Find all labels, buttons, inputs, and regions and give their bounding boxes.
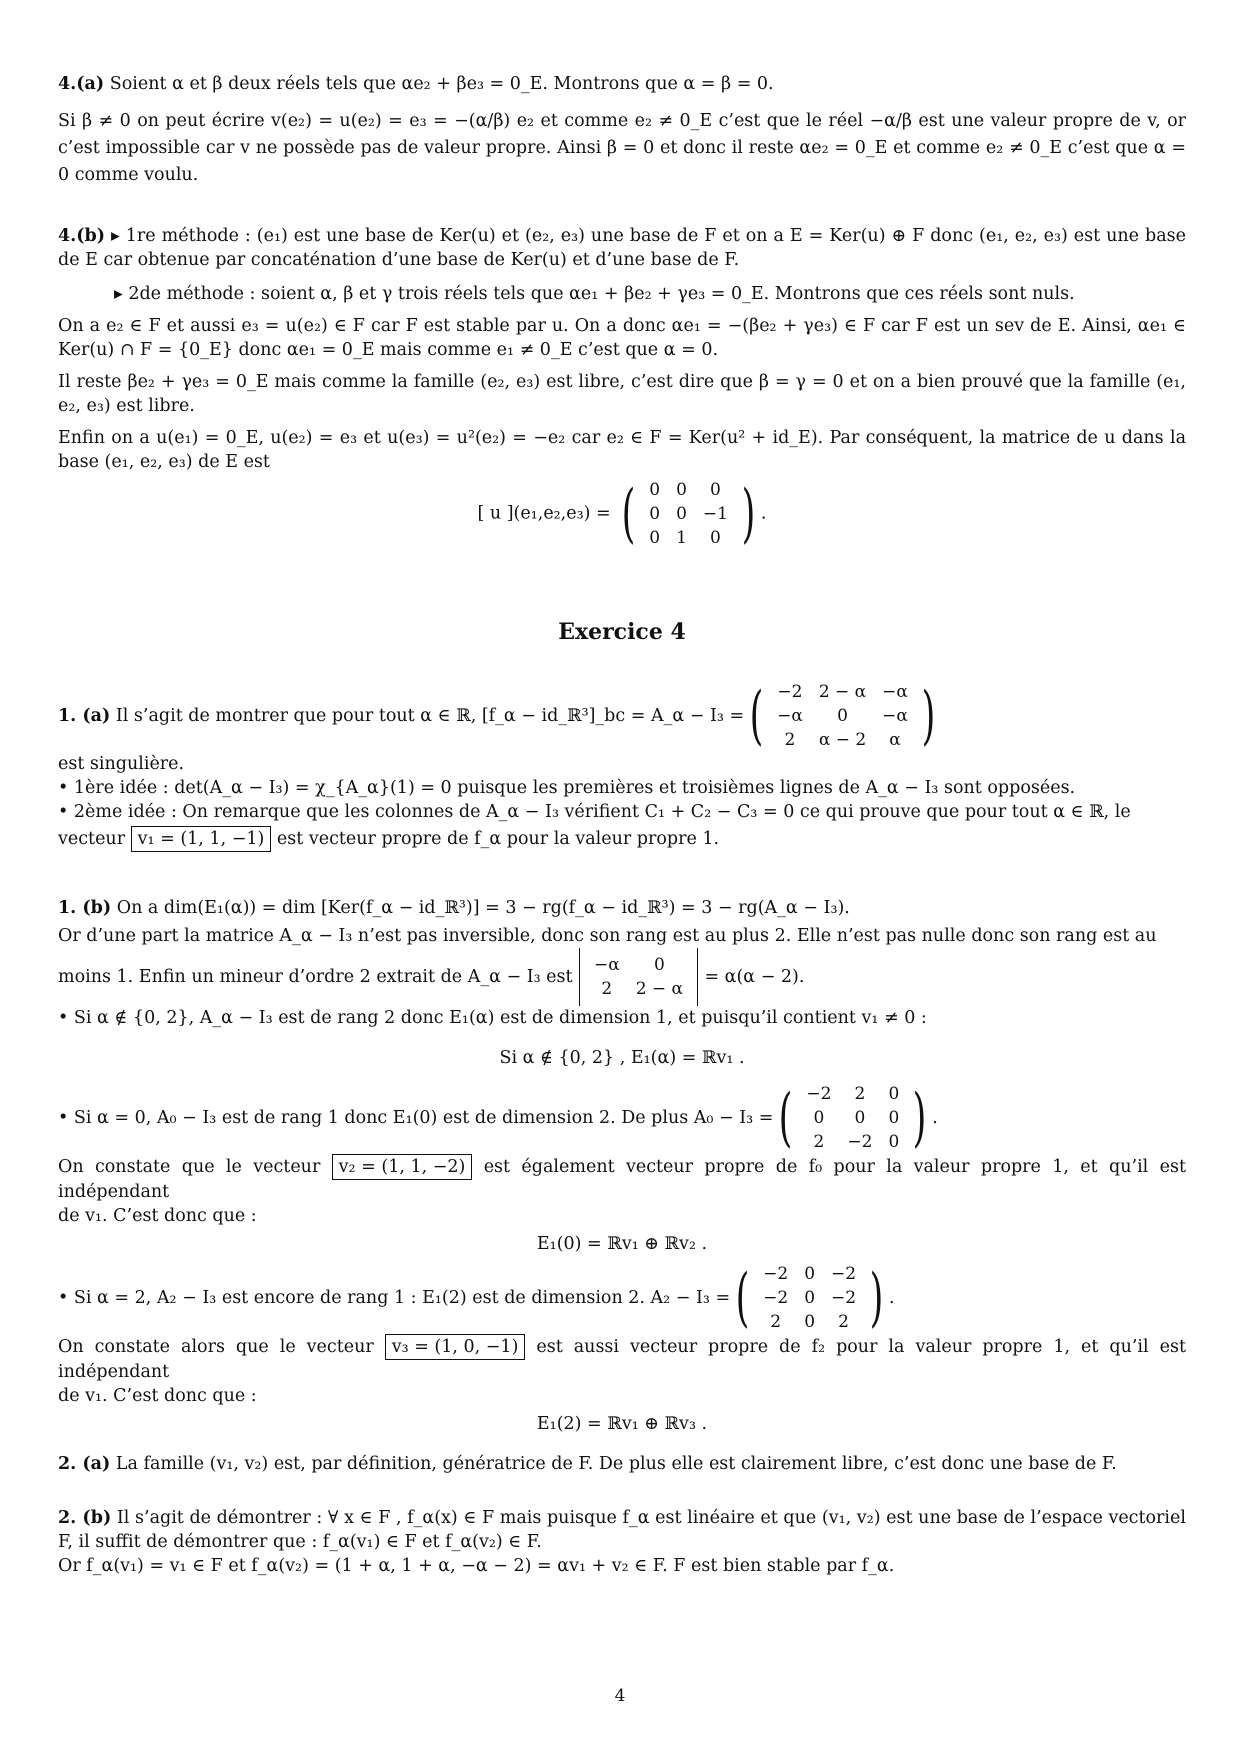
ex4-1b-line2: Or d’une part la matrice A_α − I₃ n’est pas inversible, donc son rang est au plus 2. Elle n’est pas nulle donc son rang est au xyxy=(58,926,1157,946)
section-4b-para3: Enfin on a u(e₁) = 0_E, u(e₂) = e₃ et u(e₃) = u²(e₂) = −e₂ car e₂ ∈ F = Ker(u² + id_E). Par conséquent, la matrice de u dans la base (e₁, e₂, e₃) de E est xyxy=(58,428,1186,472)
ex4-2b-text2: Or f_α(v₁) = v₁ ∈ F et f_α(v₂) = (1 + α, 1 + α, −α − 2) = αv₁ + v₂ ∈ F. F est bien stable par f_α. xyxy=(58,1556,895,1576)
matrix-u-lhs: [ u ](e₁,e₂,e₃) = xyxy=(477,503,611,524)
section-4a-para: Si β ≠ 0 on peut écrire v(e₂) = u(e₂) = e₃ = −(α/β) e₂ et comme e₂ ≠ 0_E c’est que le réel −α/β est une valeur propre de v, or c’est impossible car v ne possède pas de valeur propre. Ainsi β = 0 et donc il reste αe₂ = 0_E et comme e₂ ≠ 0_E c’est que α = 0 comme voulu. xyxy=(58,111,1186,185)
ex4-1a-statement xyxy=(58,680,1186,752)
section-4b-method2: ▸ 2de méthode : soient α, β et γ trois réels tels que αe₁ + βe₂ + γe₃ = 0_E. Montrons que ces réels sont nuls. xyxy=(114,284,1075,304)
ex4-2b xyxy=(58,1506,1186,1578)
ex4-1b-case2-v: On constate que le vecteur v₂ = (1, 1, −2) est également vecteur propre de f₀ pour la valeur propre 1, et qu’il est indépendant xyxy=(58,1154,1186,1204)
section-4b xyxy=(58,224,1186,550)
ex4-2a-label: 2. (a) xyxy=(58,1454,111,1474)
ex4-1b-case2: • Si α = 0, A₀ − I₃ est de rang 1 donc E₁(0) est de dimension 2. De plus A₀ − I₃ = ( −2 2 0 0 0 0 2 −2 0 ) . xyxy=(58,1081,938,1155)
ex4-1b-case3-v: On constate alors que le vecteur v₃ = (1, 0, −1) est aussi vecteur propre de f₂ pour la valeur propre 1, et qu’il est indépendant xyxy=(58,1334,1186,1384)
section-4b-method1 xyxy=(58,224,1186,272)
section-4a-line1: Soient α et β deux réels tels que αe₂ + βe₃ = 0_E. Montrons que α = β = 0. xyxy=(109,74,774,94)
ex4-1b-case3-result: E₁(2) = ℝv₁ ⊕ ℝv₃ . xyxy=(536,1414,708,1434)
ex4-1b-case2-end: de v₁. C’est donc que : xyxy=(58,1206,257,1226)
ex4-1a-text: Il s’agit de montrer que pour tout α ∈ ℝ, [f_α − id_ℝ³]_bc = A_α − I₃ = xyxy=(115,706,745,726)
ex4-1b xyxy=(58,896,1186,1436)
ex4-2b-label: 2. (b) xyxy=(58,1508,112,1528)
ex4-1b-line1: 1. (b) On a dim(E₁(α)) = dim [Ker(f_α − id_ℝ³)] = 3 − rg(f_α − id_ℝ³) = 3 − rg(A_α − I₃). xyxy=(58,898,850,918)
ex4-2a-text: La famille (v₁, v₂) est, par définition, génératrice de F. De plus elle est clairement libre, c’est donc une base de F. xyxy=(115,1454,1117,1474)
v2-boxed: v₂ = (1, 1, −2) xyxy=(332,1154,473,1180)
ex4-1a-idea1: • 1ère idée : det(A_α − I₃) = χ_{A_α}(1) = 0 puisque les premières et troisièmes lignes de A_α − I₃ sont opposées. xyxy=(58,778,1076,798)
ex4-1b-case1-result: Si α ∉ {0, 2} , E₁(α) = ℝv₁ . xyxy=(499,1048,745,1068)
ex4-1a-idea2: • 2ème idée : On remarque que les colonnes de A_α − I₃ vérifient C₁ + C₂ − C₃ = 0 ce qui prouve que pour tout α ∈ ℝ, le xyxy=(58,802,1131,822)
section-4a xyxy=(58,72,1186,189)
ex4-1b-case3: • Si α = 2, A₂ − I₃ est encore de rang 1 : E₁(2) est de dimension 2. A₂ − I₃ = ( −2 0 −2 −2 0 −2 2 0 2 ) . xyxy=(58,1261,895,1335)
ex4-1b-case1: • Si α ∉ {0, 2}, A_α − I₃ est de rang 2 donc E₁(α) est de dimension 1, et puisqu’il contient v₁ ≠ 0 : xyxy=(58,1008,927,1028)
section-4a-intro xyxy=(58,72,1186,96)
section-4a-label: 4.(a) xyxy=(58,74,105,94)
matrix-u: ( 0 0 0 0 0 −1 0 1 0 ) xyxy=(621,477,756,551)
ex4-1b-case3-end: de v₁. C’est donc que : xyxy=(58,1386,257,1406)
minor-determinant: −α 0 2 2 − α xyxy=(573,948,705,1006)
matrix-a0: ( −2 2 0 0 0 0 2 −2 0 ) xyxy=(778,1081,927,1155)
ex4-1b-line3: moins 1. Enfin un mineur d’ordre 2 extrait de A_α − I₃ est −α 0 2 2 − α = α(α − 2). xyxy=(58,948,1186,1006)
section-4b-para1: On a e₂ ∈ F et aussi e₃ = u(e₂) ∈ F car F est stable par u. On a donc αe₁ = −(βe₂ + γe₃) ∈ F car F est un sev de E. Ainsi, αe₁ ∈ Ker(u) ∩ F = {0_E} donc αe₁ = 0_E mais comme e₁ ≠ 0_E c’est que α = 0. xyxy=(58,316,1186,360)
page-number: 4 xyxy=(614,1686,626,1706)
method1-text: ▸ 1re méthode : (e₁) est une base de Ker(u) et (e₂, e₃) une base de F et on a E = Ker(u) ⊕ F donc (e₁, e₂, e₃) est une base de E car obtenue par concaténation d’une base de Ker(u) et d’une base de F. xyxy=(58,226,1186,270)
ex4-2a xyxy=(58,1452,1186,1476)
v3-boxed: v₃ = (1, 0, −1) xyxy=(385,1334,526,1360)
ex4-1a xyxy=(58,680,1186,852)
matrix-a2: ( −2 0 −2 −2 0 −2 2 0 2 ) xyxy=(735,1261,884,1335)
ex4-1b-case2-result: E₁(0) = ℝv₁ ⊕ ℝv₂ . xyxy=(536,1234,708,1254)
matrix-a-alpha: ( −2 2 − α −α −α 0 −α 2 α − 2 α ) xyxy=(749,679,936,753)
ex4-2b-text: Il s’agit de démontrer : ∀ x ∈ F , f_α(x) ∈ F mais puisque f_α est linéaire et que (v₁, v₂) est une base de l’espace vectoriel F, il suffit de démontrer que : f_α(v₁) ∈ F et f_α(v₂) ∈ F. xyxy=(58,1508,1186,1552)
ex4-1a-after: est singulière. xyxy=(58,754,185,774)
section-4b-para2: Il reste βe₂ + γe₃ = 0_E mais comme la famille (e₂, e₃) est libre, c’est dire que β = γ = 0 et on a bien prouvé que la famille (e₁, e₂, e₃) est libre. xyxy=(58,372,1186,416)
ex4-1b-label: 1. (b) xyxy=(58,898,112,918)
exercise-title: Exercice 4 xyxy=(558,619,686,645)
v1-boxed: v₁ = (1, 1, −1) xyxy=(131,826,272,852)
matrix-u-display: [ u ](e₁,e₂,e₃) = ( 0 0 0 0 0 −1 0 1 0 ) . xyxy=(477,477,767,551)
section-4b-label: 4.(b) xyxy=(58,226,106,246)
ex4-1a-label: 1. (a) xyxy=(58,706,111,726)
ex4-1a-idea2-cont: vecteur v₁ = (1, 1, −1) est vecteur propre de f_α pour la valeur propre 1. xyxy=(58,826,1186,852)
